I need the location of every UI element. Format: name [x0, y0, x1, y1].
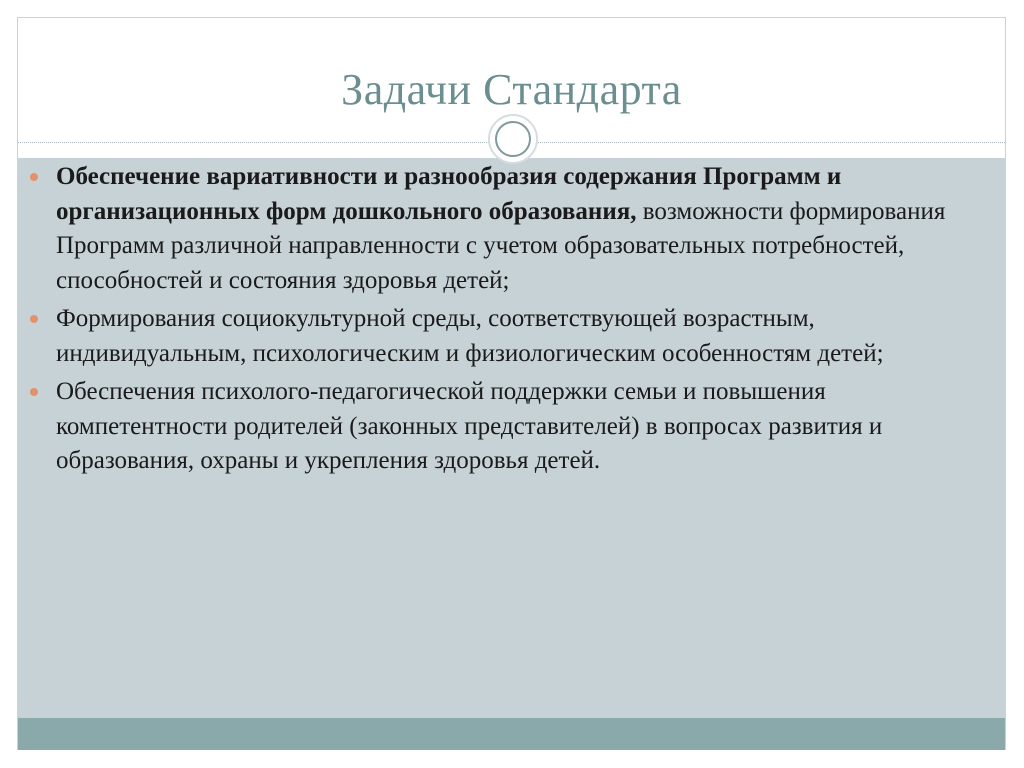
bullet-text: возможности формирования Программ различной направленности с учетом образовательных потребностей, способностей и состояния здоровья детей;: [56, 197, 946, 294]
bullet-dot-icon: [30, 173, 38, 181]
list-item: [56, 302, 956, 371]
footer-band: [18, 718, 1005, 750]
bullet-text: Формирования социокультурной среды, соответствующей возрастным, индивидуальным, психологическим и физиологическим особенностям детей;: [56, 305, 884, 367]
list-item: [56, 375, 956, 479]
bullet-bold-text: Обеспечение вариативности и разнообразия содержания Программ и организационных форм дошкольного образования,: [56, 163, 842, 225]
circle-ornament-inner: [495, 121, 531, 157]
list-item: [56, 160, 956, 298]
bullet-list: [56, 160, 956, 483]
bullet-dot-icon: [30, 388, 38, 396]
circle-ornament-icon: [488, 114, 538, 164]
slide-title: Задачи Стандарта: [341, 65, 682, 114]
bullet-text: Обеспечения психолого-педагогической поддержки семьи и повышения компетентности родителей (законных представителей) в вопросах развития и образования, охраны и укрепления здоровья детей.: [56, 378, 883, 474]
bullet-dot-icon: [30, 315, 38, 323]
